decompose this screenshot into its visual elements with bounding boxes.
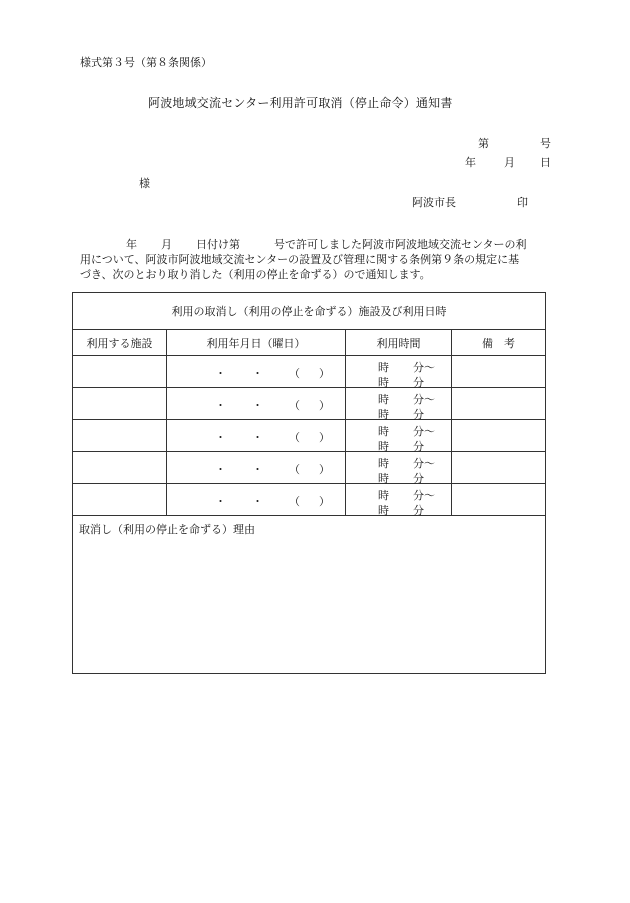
time-cell[interactable]: [346, 484, 452, 516]
time-cell[interactable]: [346, 356, 452, 388]
date-cell[interactable]: [167, 356, 346, 388]
end-hour-label: 時: [378, 408, 389, 421]
end-minute-label: 分: [413, 504, 424, 517]
doc-number-gou: 号: [540, 137, 551, 150]
end-minute-label: 分: [413, 376, 424, 389]
weekday-paren-open: （: [289, 399, 300, 412]
date-day-label: 日: [540, 156, 551, 169]
reason-label: 取消し（利用の停止を命ずる）理由: [79, 523, 255, 536]
date-dot: ・: [215, 367, 226, 380]
date-dot: ・: [252, 463, 263, 476]
weekday-paren-open: （: [289, 463, 300, 476]
start-minute-label: 分～: [413, 489, 435, 502]
time-cell[interactable]: [346, 388, 452, 420]
start-minute-label: 分～: [413, 425, 435, 438]
document-title: 阿波地域交流センター利用許可取消（停止命令）通知書: [148, 96, 453, 110]
weekday-paren-open: （: [289, 495, 300, 508]
start-hour-label: 時: [378, 361, 389, 374]
date-dot: ・: [252, 367, 263, 380]
date-dot: ・: [215, 399, 226, 412]
table-row: [73, 484, 546, 516]
remarks-cell[interactable]: [452, 356, 546, 388]
date-cell[interactable]: [167, 420, 346, 452]
date-cell[interactable]: [167, 388, 346, 420]
facility-cell[interactable]: [73, 452, 167, 484]
cancellation-reason-field[interactable]: [73, 516, 546, 674]
end-minute-label: 分: [413, 472, 424, 485]
doc-number-dai: 第: [478, 137, 489, 150]
date-dot: ・: [252, 399, 263, 412]
remarks-cell[interactable]: [452, 420, 546, 452]
table-title: 利用の取消し（利用の停止を命ずる）施設及び利用日時: [73, 293, 546, 330]
facility-cell[interactable]: [73, 420, 167, 452]
date-dot: ・: [252, 431, 263, 444]
seal-mark: 印: [517, 196, 528, 209]
start-minute-label: 分～: [413, 361, 435, 374]
table-row: [73, 452, 546, 484]
end-hour-label: 時: [378, 440, 389, 453]
time-cell[interactable]: [346, 420, 452, 452]
end-hour-label: 時: [378, 504, 389, 517]
weekday-paren-open: （: [289, 367, 300, 380]
start-hour-label: 時: [378, 425, 389, 438]
column-header-facility: 利用する施設: [73, 330, 167, 356]
weekday-paren-close: ）: [319, 463, 330, 476]
body-line-3: づき、次のとおり取り消した（利用の停止を命ずる）ので通知します。: [80, 268, 431, 281]
table-row: [73, 356, 546, 388]
column-header-date: 利用年月日（曜日）: [167, 330, 346, 356]
table-row: [73, 420, 546, 452]
body-line-1: 年 月 日付け第 号で許可しました阿波市阿波地域交流センターの利: [126, 238, 527, 251]
date-dot: ・: [215, 495, 226, 508]
start-hour-label: 時: [378, 489, 389, 502]
weekday-paren-close: ）: [319, 367, 330, 380]
weekday-paren-close: ）: [319, 495, 330, 508]
remarks-cell[interactable]: [452, 388, 546, 420]
column-header-remarks: 備 考: [452, 330, 546, 356]
notice-body: [80, 237, 550, 282]
end-minute-label: 分: [413, 408, 424, 421]
date-cell[interactable]: [167, 452, 346, 484]
weekday-paren-close: ）: [319, 399, 330, 412]
end-hour-label: 時: [378, 376, 389, 389]
date-year-label: 年: [465, 156, 476, 169]
weekday-paren-open: （: [289, 431, 300, 444]
column-header-time: 利用時間: [346, 330, 452, 356]
form-number: 様式第３号（第８条関係）: [80, 56, 212, 69]
facility-cell[interactable]: [73, 484, 167, 516]
date-dot: ・: [215, 463, 226, 476]
date-dot: ・: [215, 431, 226, 444]
facility-schedule-table: [72, 292, 546, 674]
end-hour-label: 時: [378, 472, 389, 485]
weekday-paren-close: ）: [319, 431, 330, 444]
facility-cell[interactable]: [73, 388, 167, 420]
remarks-cell[interactable]: [452, 484, 546, 516]
table-row: [73, 388, 546, 420]
recipient-honorific: 様: [139, 177, 150, 190]
remarks-cell[interactable]: [452, 452, 546, 484]
date-dot: ・: [252, 495, 263, 508]
start-minute-label: 分～: [413, 393, 435, 406]
start-hour-label: 時: [378, 457, 389, 470]
start-hour-label: 時: [378, 393, 389, 406]
sender-name: 阿波市長: [412, 196, 456, 209]
date-month-label: 月: [504, 156, 515, 169]
date-cell[interactable]: [167, 484, 346, 516]
end-minute-label: 分: [413, 440, 424, 453]
body-line-2: 用について、阿波市阿波地域交流センターの設置及び管理に関する条例第９条の規定に基: [80, 253, 520, 266]
time-cell[interactable]: [346, 452, 452, 484]
facility-cell[interactable]: [73, 356, 167, 388]
start-minute-label: 分～: [413, 457, 435, 470]
